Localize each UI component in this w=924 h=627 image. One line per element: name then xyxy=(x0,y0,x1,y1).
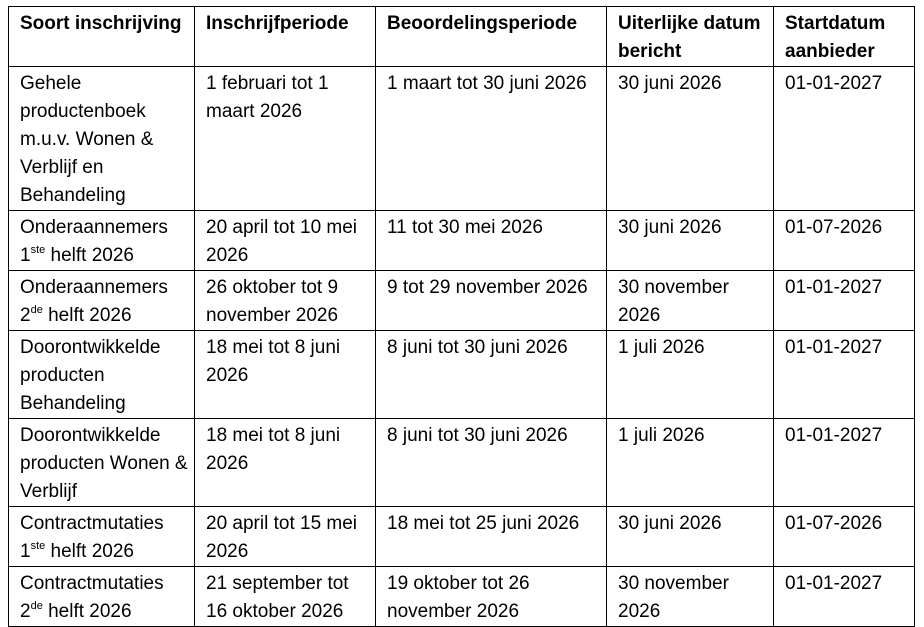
cell-uiterlijke-datum: 30 juni 2026 xyxy=(607,507,774,567)
cell-inschrijfperiode: 26 oktober tot 9 november 2026 xyxy=(195,271,376,331)
cell-startdatum: 01-01-2027 xyxy=(774,419,915,507)
cell-soort xyxy=(9,271,195,331)
cell-uiterlijke-datum: 30 juni 2026 xyxy=(607,67,774,211)
cell-inschrijfperiode: 21 september tot 16 oktober 2026 xyxy=(195,567,376,627)
ordinal-suffix: ste xyxy=(30,539,46,552)
schedule-table xyxy=(8,6,915,627)
soort-text-rest: helft 2026 xyxy=(42,305,132,326)
header-uiterlijke-datum: Uiterlijke datum bericht xyxy=(607,7,774,67)
cell-beoordelingsperiode: 11 tot 30 mei 2026 xyxy=(376,211,607,271)
cell-startdatum: 01-01-2027 xyxy=(774,271,915,331)
cell-startdatum: 01-07-2026 xyxy=(774,211,915,271)
cell-beoordelingsperiode: 9 tot 29 november 2026 xyxy=(376,271,607,331)
soort-text-rest: helft 2026 xyxy=(42,601,132,622)
cell-inschrijfperiode: 20 april tot 10 mei 2026 xyxy=(195,211,376,271)
cell-startdatum: 01-01-2027 xyxy=(774,331,915,419)
cell-beoordelingsperiode: 8 juni tot 30 juni 2026 xyxy=(376,419,607,507)
cell-soort: Gehele productenboek m.u.v. Wonen & Verblijf en Behandeling xyxy=(9,67,195,211)
table-row xyxy=(9,567,915,627)
table-row xyxy=(9,67,915,211)
header-startdatum: Startdatum aanbieder xyxy=(774,7,915,67)
soort-text-rest: helft 2026 xyxy=(45,245,135,266)
cell-inschrijfperiode: 18 mei tot 8 juni 2026 xyxy=(195,331,376,419)
table-row xyxy=(9,211,915,271)
ordinal-suffix: de xyxy=(30,599,43,612)
cell-inschrijfperiode: 1 februari tot 1 maart 2026 xyxy=(195,67,376,211)
table-header-row xyxy=(9,7,915,67)
ordinal-suffix: ste xyxy=(30,243,46,256)
cell-uiterlijke-datum: 1 juli 2026 xyxy=(607,331,774,419)
cell-startdatum: 01-01-2027 xyxy=(774,567,915,627)
cell-beoordelingsperiode: 19 oktober tot 26 november 2026 xyxy=(376,567,607,627)
cell-beoordelingsperiode: 8 juni tot 30 juni 2026 xyxy=(376,331,607,419)
cell-soort xyxy=(9,507,195,567)
cell-soort xyxy=(9,567,195,627)
header-soort-inschrijving: Soort inschrijving xyxy=(9,7,195,67)
soort-text-rest: helft 2026 xyxy=(45,541,135,562)
header-inschrijfperiode: Inschrijfperiode xyxy=(195,7,376,67)
cell-beoordelingsperiode: 18 mei tot 25 juni 2026 xyxy=(376,507,607,567)
table-row xyxy=(9,419,915,507)
cell-startdatum: 01-01-2027 xyxy=(774,67,915,211)
cell-soort: Doorontwikkelde producten Wonen & Verblijf xyxy=(9,419,195,507)
soort-text: Contractmutaties 2 xyxy=(20,573,164,622)
cell-uiterlijke-datum: 30 november 2026 xyxy=(607,567,774,627)
cell-uiterlijke-datum: 30 november 2026 xyxy=(607,271,774,331)
table-row xyxy=(9,331,915,419)
ordinal-suffix: de xyxy=(30,303,43,316)
cell-soort xyxy=(9,211,195,271)
table-row xyxy=(9,507,915,567)
cell-inschrijfperiode: 20 april tot 15 mei 2026 xyxy=(195,507,376,567)
cell-beoordelingsperiode: 1 maart tot 30 juni 2026 xyxy=(376,67,607,211)
cell-soort: Doorontwikkelde producten Behandeling xyxy=(9,331,195,419)
table-row xyxy=(9,271,915,331)
cell-uiterlijke-datum: 1 juli 2026 xyxy=(607,419,774,507)
cell-startdatum: 01-07-2026 xyxy=(774,507,915,567)
soort-text: Onderaannemers 1 xyxy=(20,217,168,266)
soort-text: Onderaannemers 2 xyxy=(20,277,168,326)
cell-uiterlijke-datum: 30 juni 2026 xyxy=(607,211,774,271)
cell-inschrijfperiode: 18 mei tot 8 juni 2026 xyxy=(195,419,376,507)
header-beoordelingsperiode: Beoordelingsperiode xyxy=(376,7,607,67)
soort-text: Contractmutaties 1 xyxy=(20,513,164,562)
